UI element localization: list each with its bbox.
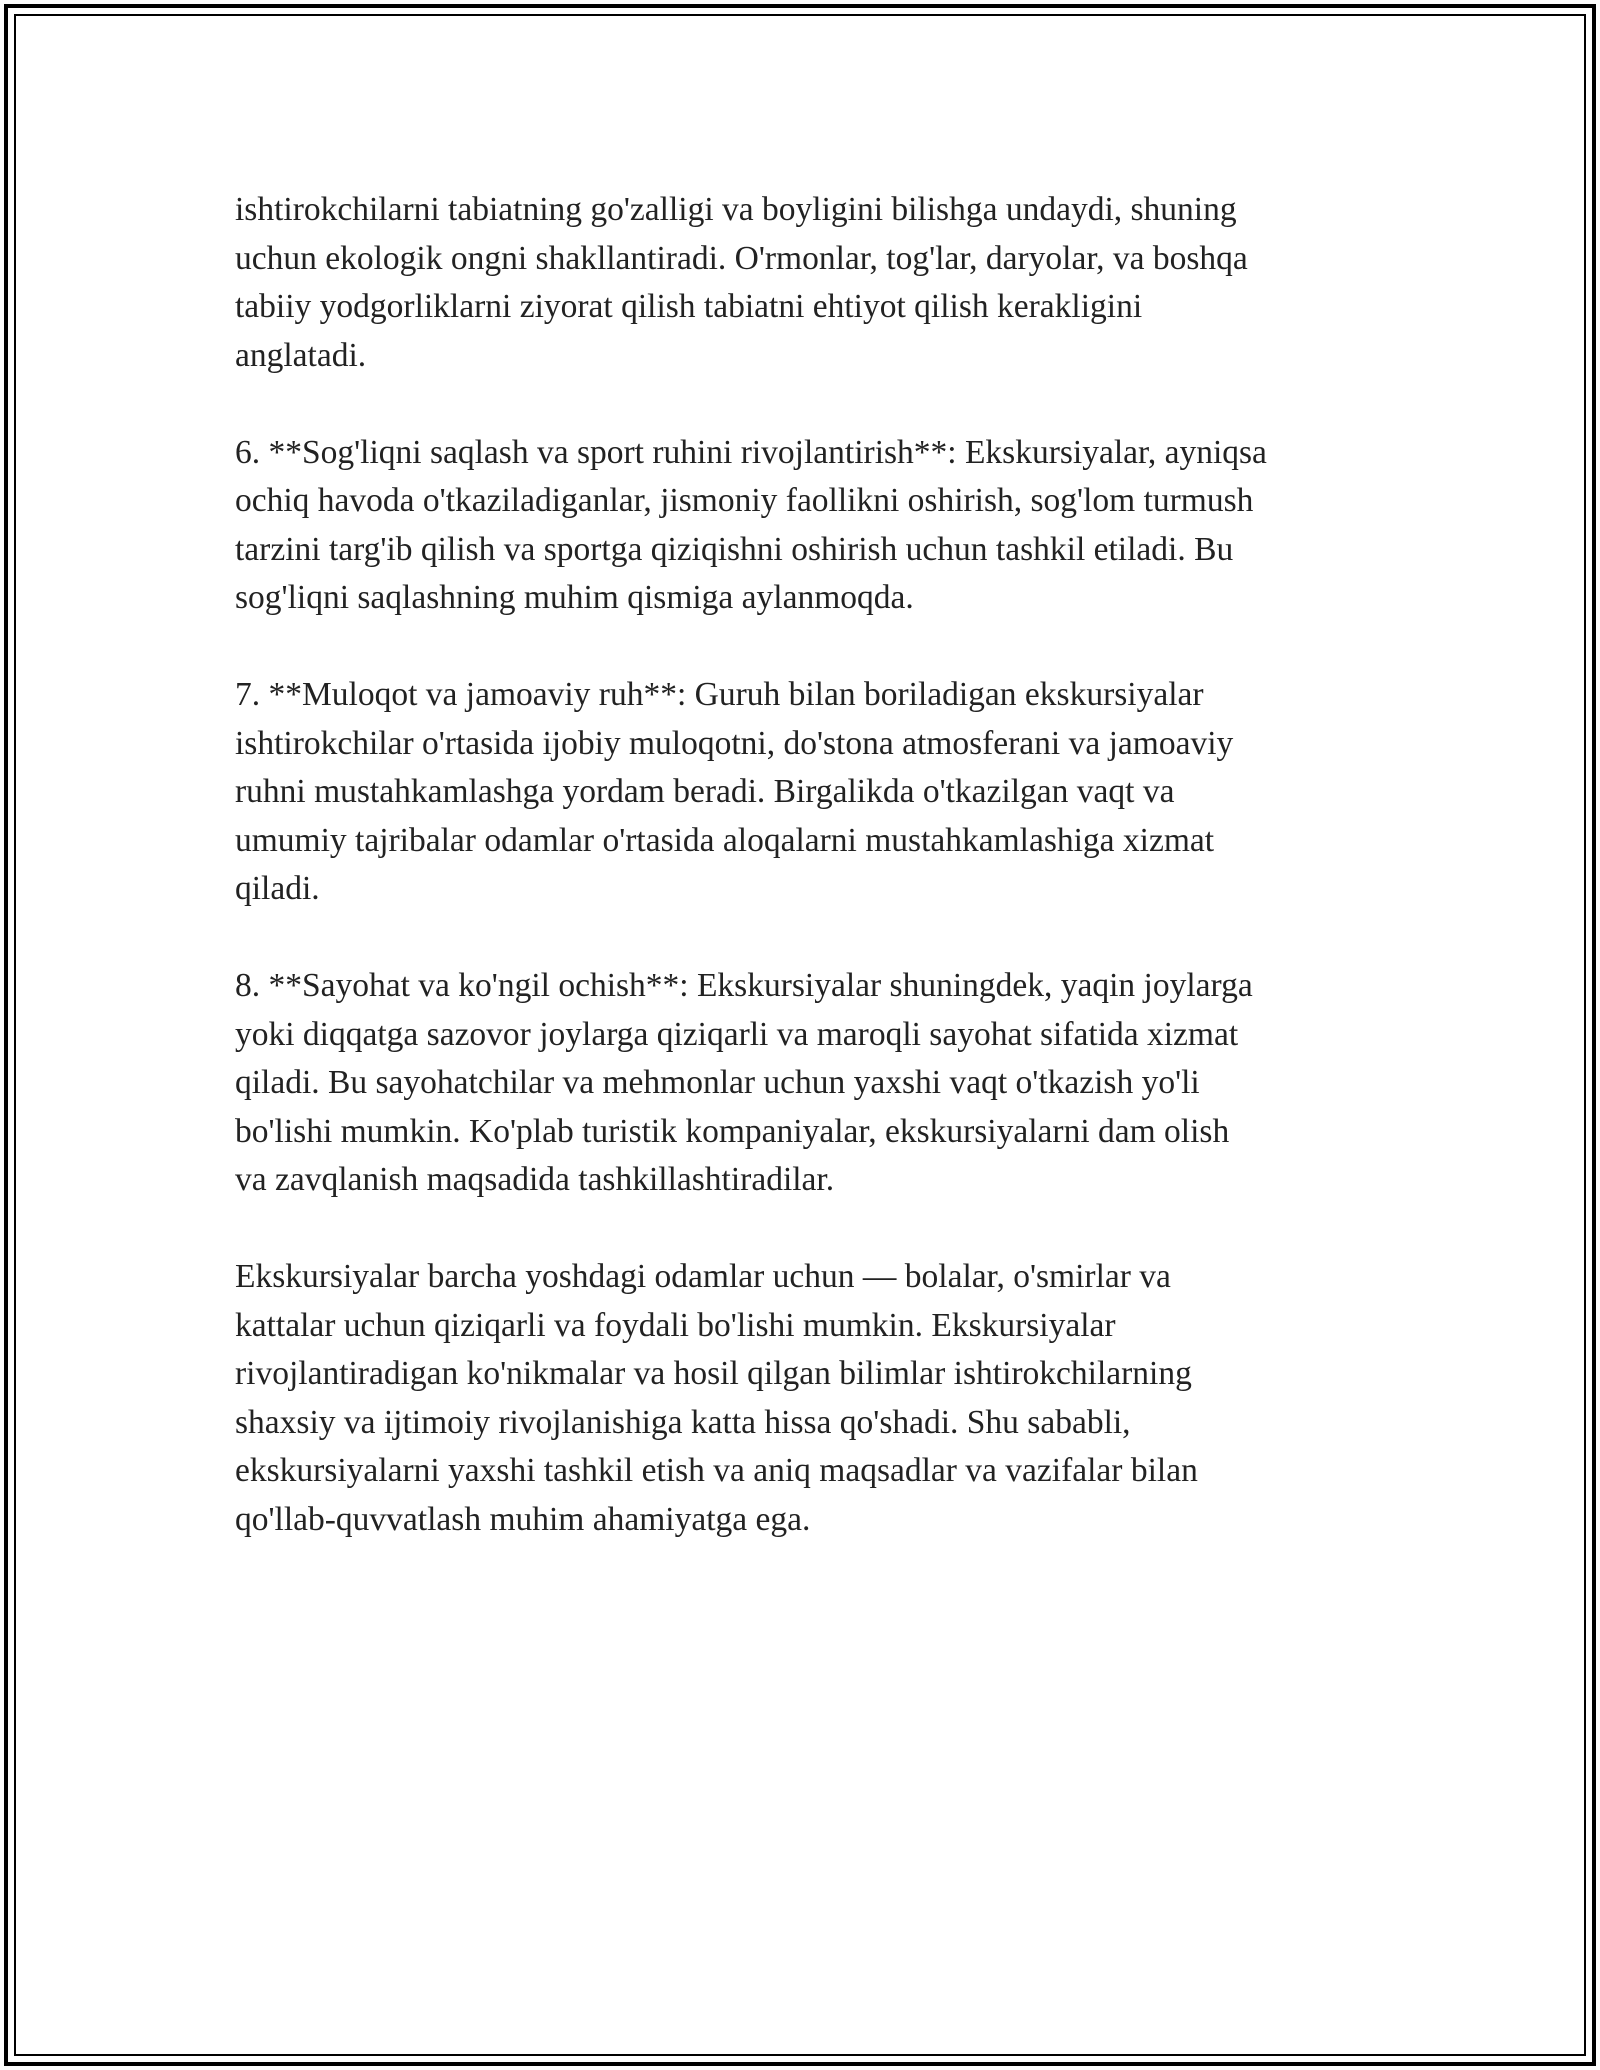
document-body: [235, 186, 1375, 1593]
paragraph-conclusion: Ekskursiyalar barcha yoshdagi odamlar uchun — bolalar, o'smirlar va kattalar uchun qiziqarli va foydali bo'lishi mumkin. Ekskursiyalar rivojlantiradigan ko'nikmalar va hosil qilgan bilimlar ishtirokchilarning shaxsiy va ijtimoiy rivojlanishiga katta hissa qo'shadi. Shu sababli, ekskursiyalarni yaxshi tashkil etish va aniq maqsadlar va vazifalar bilan qo'llab-quvvatlash muhim ahamiyatga ega.: [235, 1258, 1198, 1538]
paragraph-item-6-health-sport: 6. **Sog'liqni saqlash va sport ruhini rivojlantirish**: Ekskursiyalar, ayniqsa ochiq havoda o'tkaziladiganlar, jismoniy faollikni oshirish, sog'lom turmush tarzini targ'ib qilish va sportga qiziqishni oshirish uchun tashkil etiladi. Bu sog'liqni saqlashning muhim qismiga aylanmoqda.: [235, 433, 1267, 616]
paragraph-item-8-travel-leisure: 8. **Sayohat va ko'ngil ochish**: Ekskursiyalar shuningdek, yaqin joylarga yoki diqqatga sazovor joylarga qiziqarli va maroqli sayohat sifatida xizmat qiladi. Bu sayohatchilar va mehmonlar uchun yaxshi vaqt o'tkazish yo'li bo'lishi mumkin. Ko'plab turistik kompaniyalar, ekskursiyalarni dam olish va zavqlanish maqsadida tashkillashtiradilar.: [235, 967, 1253, 1198]
paragraph-item-7-communication: 7. **Muloqot va jamoaviy ruh**: Guruh bilan boriladigan ekskursiyalar ishtirokchilar o'rtasida ijobiy muloqotni, do'stona atmosferani va jamoaviy ruhni mustahkamlashga yordam beradi. Birgalikda o'tkazilgan vaqt va umumiy tajribalar odamlar o'rtasida aloqalarni mustahkamlashiga xizmat qiladi.: [235, 676, 1234, 907]
paragraph-ecology-continuation: ishtirokchilarni tabiatning go'zalligi va boyligini bilishga undaydi, shuning uchun ekologik ongni shakllantiradi. O'rmonlar, tog'lar, daryolar, va boshqa tabiiy yodgorliklarni ziyorat qilish tabiatni ehtiyot qilish kerakligini anglatadi.: [235, 191, 1248, 374]
